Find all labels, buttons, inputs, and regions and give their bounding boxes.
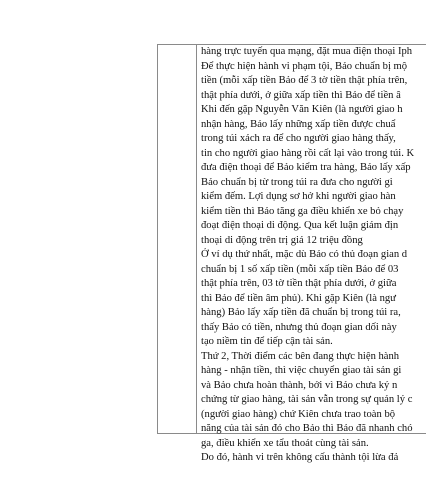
text-line: Để thực hiện hành vi phạm tội, Bảo chuẩn bị mộ bbox=[201, 60, 408, 72]
text-line: hàng - nhận tiền, thì việc chuyển giao tài sản gi bbox=[201, 365, 402, 376]
text-line: Bảo chuẩn bị từ trong túi ra đưa cho người gi bbox=[201, 176, 393, 188]
text-line: thoại di động trên trị giá 12 triệu đồng bbox=[201, 234, 363, 246]
text-line: và Bảo chưa hoàn thành, bởi vì Bảo chưa ký n bbox=[201, 379, 398, 391]
text-line: (người giao hàng) chứ Kiên chưa trao toàn bộ bbox=[201, 408, 396, 420]
text-line: kiểm tiền thì Bảo tăng ga điều khiển xe bỏ chạy bbox=[201, 205, 404, 217]
text-line: Ở ví dụ thứ nhất, mặc dù Bảo có thủ đoạn gian d bbox=[201, 249, 408, 260]
text-line: ga, điều khiển xe tẩu thoát cùng tài sản. bbox=[201, 437, 369, 449]
text-line: chứng từ giao hàng, tài sản vẫn trong sự quản lý c bbox=[201, 394, 413, 405]
text-line: thấy Bảo có tiền, nhưng thủ đoạn gian dối này bbox=[201, 321, 397, 333]
text-line: tin cho người giao hàng rồi cất lại vào trong túi. K bbox=[201, 147, 415, 159]
text-line: hàng trực tuyến qua mạng, đặt mua điện thoại Iph bbox=[201, 46, 413, 57]
text-line: đưa điện thoại để Bảo kiểm tra hàng, Bảo lấy xấp bbox=[201, 162, 411, 173]
text-line: hàng) Bảo lấy xấp tiền đã chuẩn bị trong túi ra, bbox=[201, 307, 401, 318]
text-line: Do đó, hành vi trên không cấu thành tội lừa đả bbox=[201, 452, 399, 463]
text-line: thật phía trên, 03 tờ tiền thật phía dưới, ở giữa bbox=[201, 278, 397, 289]
text-line: năng của tài sản đó cho Bảo thì Bảo đã nhanh chó bbox=[201, 423, 413, 434]
column-divider bbox=[196, 44, 197, 433]
text-line: tạo niềm tin để tiếp cận tài sản. bbox=[201, 336, 333, 347]
text-line: tiền (mỗi xấp tiền Bảo để 3 tờ tiền thật phía trên, bbox=[201, 75, 408, 86]
text-line: đoạt điện thoại di động. Qua kết luận giám địn bbox=[201, 220, 399, 231]
text-line: kiểm đếm. Lợi dụng sơ hở khi người giao hàn bbox=[201, 191, 396, 202]
text-line: chuẩn bị 1 số xấp tiền (mỗi xấp tiền Bảo để 03 bbox=[201, 263, 399, 275]
text-line: thì Bảo để tiền âm phủ). Khi gặp Kiên (là ngư bbox=[201, 292, 396, 304]
text-line: Khi đến gặp Nguyễn Văn Kiên (là người giao h bbox=[201, 104, 403, 115]
text-line: trong túi xách ra để cho người giao hàng thấy, bbox=[201, 133, 396, 144]
table-text-cell bbox=[201, 45, 426, 466]
text-line: thật phía dưới, ở giữa xấp tiền thì Bảo để tiền â bbox=[201, 89, 401, 101]
text-line: Thứ 2, Thời điểm các bên đang thực hiện hành bbox=[201, 350, 400, 362]
text-line: nhận hàng, Bảo lấy những xấp tiền được chuẩ bbox=[201, 118, 396, 130]
